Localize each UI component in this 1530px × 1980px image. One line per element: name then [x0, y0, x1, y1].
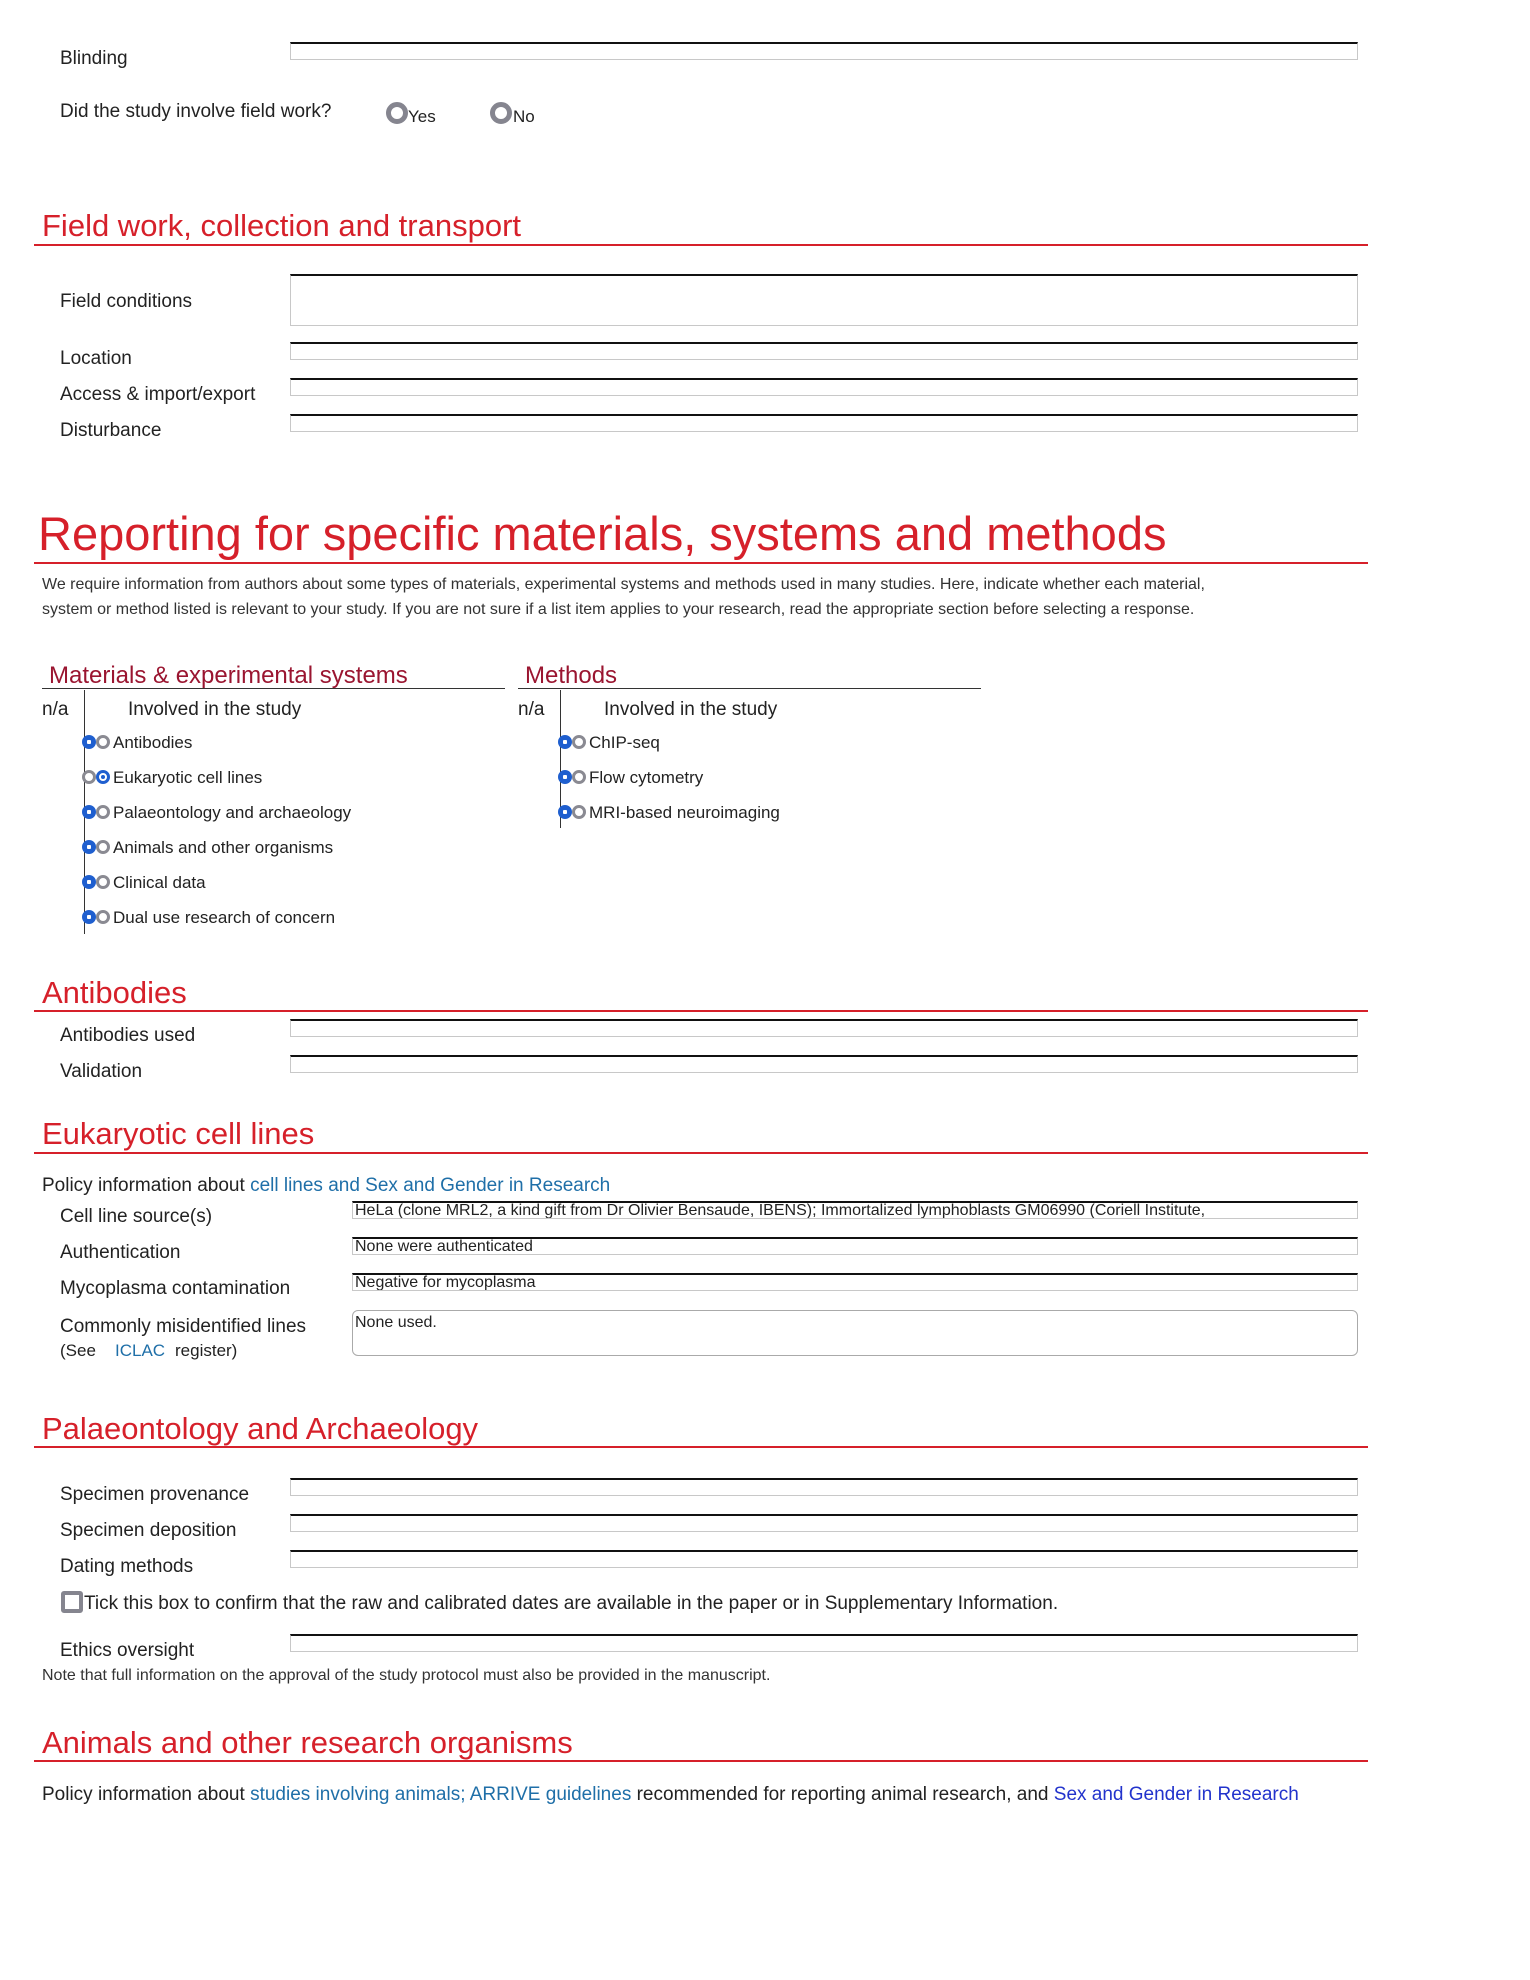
misid-register: register) — [175, 1341, 238, 1360]
animals-policy-link[interactable]: studies involving animals; ARRIVE guidelines — [250, 1784, 632, 1805]
yes-radio[interactable] — [386, 102, 408, 124]
checklist-item-label: ChIP-seq — [589, 733, 660, 752]
cell-lines-policy-link[interactable]: cell lines and Sex and Gender in Research — [250, 1175, 611, 1196]
provenance-field[interactable] — [290, 1478, 1358, 1496]
cell-lines-policy — [42, 1176, 610, 1195]
involved-checkbox[interactable] — [96, 840, 110, 854]
disturbance-label: Disturbance — [60, 420, 162, 441]
location-label: Location — [60, 348, 132, 369]
access-label: Access & import/export — [60, 384, 256, 405]
blinding-field[interactable] — [290, 42, 1358, 60]
na-checkbox[interactable] — [82, 805, 96, 819]
ethics-note: Note that full information on the approval of the study protocol must also be provided in the manuscript. — [42, 1667, 771, 1684]
reporting-heading: Reporting for specific materials, systems and methods — [38, 507, 1167, 560]
materials-rule — [42, 688, 505, 689]
palaeo-heading: Palaeontology and Archaeology — [42, 1411, 479, 1446]
involved-checkbox[interactable] — [572, 805, 586, 819]
na-checkbox[interactable] — [82, 735, 96, 749]
field-conditions-label: Field conditions — [60, 291, 193, 312]
animals-policy-prefix: Policy information about — [42, 1784, 251, 1805]
dates-confirm-text: Tick this box to confirm that the raw and calibrated dates are available in the paper or in Supplementary Information. — [84, 1593, 1059, 1614]
source-label: Cell line source(s) — [60, 1206, 213, 1227]
involved-checkbox[interactable] — [96, 805, 110, 819]
fieldwork-question: Did the study involve field work? — [60, 101, 332, 122]
no-radio[interactable] — [490, 102, 512, 124]
misid-see: (See — [60, 1341, 96, 1360]
reporting-intro — [42, 572, 1362, 622]
antibodies-used-field[interactable] — [290, 1019, 1358, 1037]
no-label: No — [513, 107, 535, 126]
dating-field[interactable] — [290, 1550, 1358, 1568]
fieldwork-rule — [34, 244, 1368, 246]
misid-label: Commonly misidentified lines — [60, 1316, 307, 1337]
misid-field[interactable]: None used. — [352, 1310, 1358, 1356]
deposition-field[interactable] — [290, 1514, 1358, 1532]
myco-label: Mycoplasma contamination — [60, 1278, 291, 1299]
source-field[interactable]: HeLa (clone MRL2, a kind gift from Dr Olivier Bensaude, IBENS); Immortalized lymphoblasts GM06990 (Coriell Institute, — [352, 1201, 1358, 1219]
involved-checkbox[interactable] — [96, 735, 110, 749]
checklist-item-label: Palaeontology and archaeology — [113, 803, 352, 822]
involved-checkbox[interactable] — [572, 770, 586, 784]
methods-na-header: n/a — [518, 699, 545, 720]
involved-checkbox[interactable] — [572, 735, 586, 749]
dates-confirm-checkbox[interactable] — [61, 1591, 83, 1613]
checklist-item-label: Flow cytometry — [589, 768, 704, 787]
fieldwork-heading: Field work, collection and transport — [42, 208, 522, 243]
yes-label: Yes — [408, 107, 436, 126]
checklist-item-label: Eukaryotic cell lines — [113, 768, 263, 787]
na-checkbox[interactable] — [82, 840, 96, 854]
location-field[interactable] — [290, 342, 1358, 360]
iclac-link[interactable]: ICLAC — [115, 1341, 166, 1360]
involved-checkbox[interactable] — [96, 770, 110, 784]
na-checkbox[interactable] — [558, 805, 572, 819]
na-checkbox[interactable] — [82, 910, 96, 924]
antibodies-rule — [34, 1010, 1368, 1012]
methods-involved-header: Involved in the study — [604, 699, 778, 720]
checklist-item-label: Antibodies — [113, 733, 193, 752]
cell-lines-heading: Eukaryotic cell lines — [42, 1116, 315, 1151]
cell-lines-rule — [34, 1152, 1368, 1154]
validation-label: Validation — [60, 1061, 143, 1082]
deposition-label: Specimen deposition — [60, 1520, 237, 1541]
checklist-item-label: Animals and other organisms — [113, 838, 334, 857]
na-checkbox[interactable] — [82, 770, 96, 784]
access-field[interactable] — [290, 378, 1358, 396]
ethics-label: Ethics oversight — [60, 1640, 195, 1661]
dating-label: Dating methods — [60, 1556, 194, 1577]
cell-lines-policy-prefix: Policy information about — [42, 1175, 251, 1196]
materials-heading: Materials & experimental systems — [49, 662, 408, 689]
involved-checkbox[interactable] — [96, 875, 110, 889]
animals-heading: Animals and other research organisms — [42, 1725, 573, 1760]
antibodies-heading: Antibodies — [42, 975, 187, 1010]
intro-line-2: system or method listed is relevant to your study. If you are not sure if a list item applies to your research, read the appropriate section before selecting a response. — [42, 601, 1195, 618]
blinding-label: Blinding — [60, 48, 128, 69]
na-checkbox[interactable] — [82, 875, 96, 889]
field-conditions-field[interactable] — [290, 274, 1358, 326]
methods-rule — [518, 688, 981, 689]
antibodies-used-label: Antibodies used — [60, 1025, 196, 1046]
ethics-field[interactable] — [290, 1634, 1358, 1652]
disturbance-field[interactable] — [290, 414, 1358, 432]
validation-field[interactable] — [290, 1055, 1358, 1073]
checklist-item-label: Dual use research of concern — [113, 908, 336, 927]
provenance-label: Specimen provenance — [60, 1484, 250, 1505]
sex-gender-link[interactable]: Sex and Gender in Research — [1053, 1784, 1299, 1805]
na-checkbox[interactable] — [558, 770, 572, 784]
materials-involved-header: Involved in the study — [128, 699, 302, 720]
palaeo-rule — [34, 1446, 1368, 1448]
na-checkbox[interactable] — [558, 735, 572, 749]
myco-field[interactable]: Negative for mycoplasma — [352, 1273, 1358, 1291]
methods-heading: Methods — [525, 662, 618, 689]
intro-line-1: We require information from authors about some types of materials, experimental systems and methods used in many studies. Here, indicate whether each material, — [42, 576, 1205, 593]
animals-policy — [42, 1785, 1299, 1804]
reporting-rule — [34, 562, 1368, 564]
auth-field[interactable]: None were authenticated — [352, 1237, 1358, 1255]
materials-na-header: n/a — [42, 699, 69, 720]
involved-checkbox[interactable] — [96, 910, 110, 924]
animals-rule — [34, 1760, 1368, 1762]
animals-policy-mid: recommended for reporting animal research, and — [631, 1784, 1054, 1805]
checklist-item-label: MRI-based neuroimaging — [589, 803, 780, 822]
auth-label: Authentication — [60, 1242, 181, 1263]
checklist-item-label: Clinical data — [113, 873, 206, 892]
